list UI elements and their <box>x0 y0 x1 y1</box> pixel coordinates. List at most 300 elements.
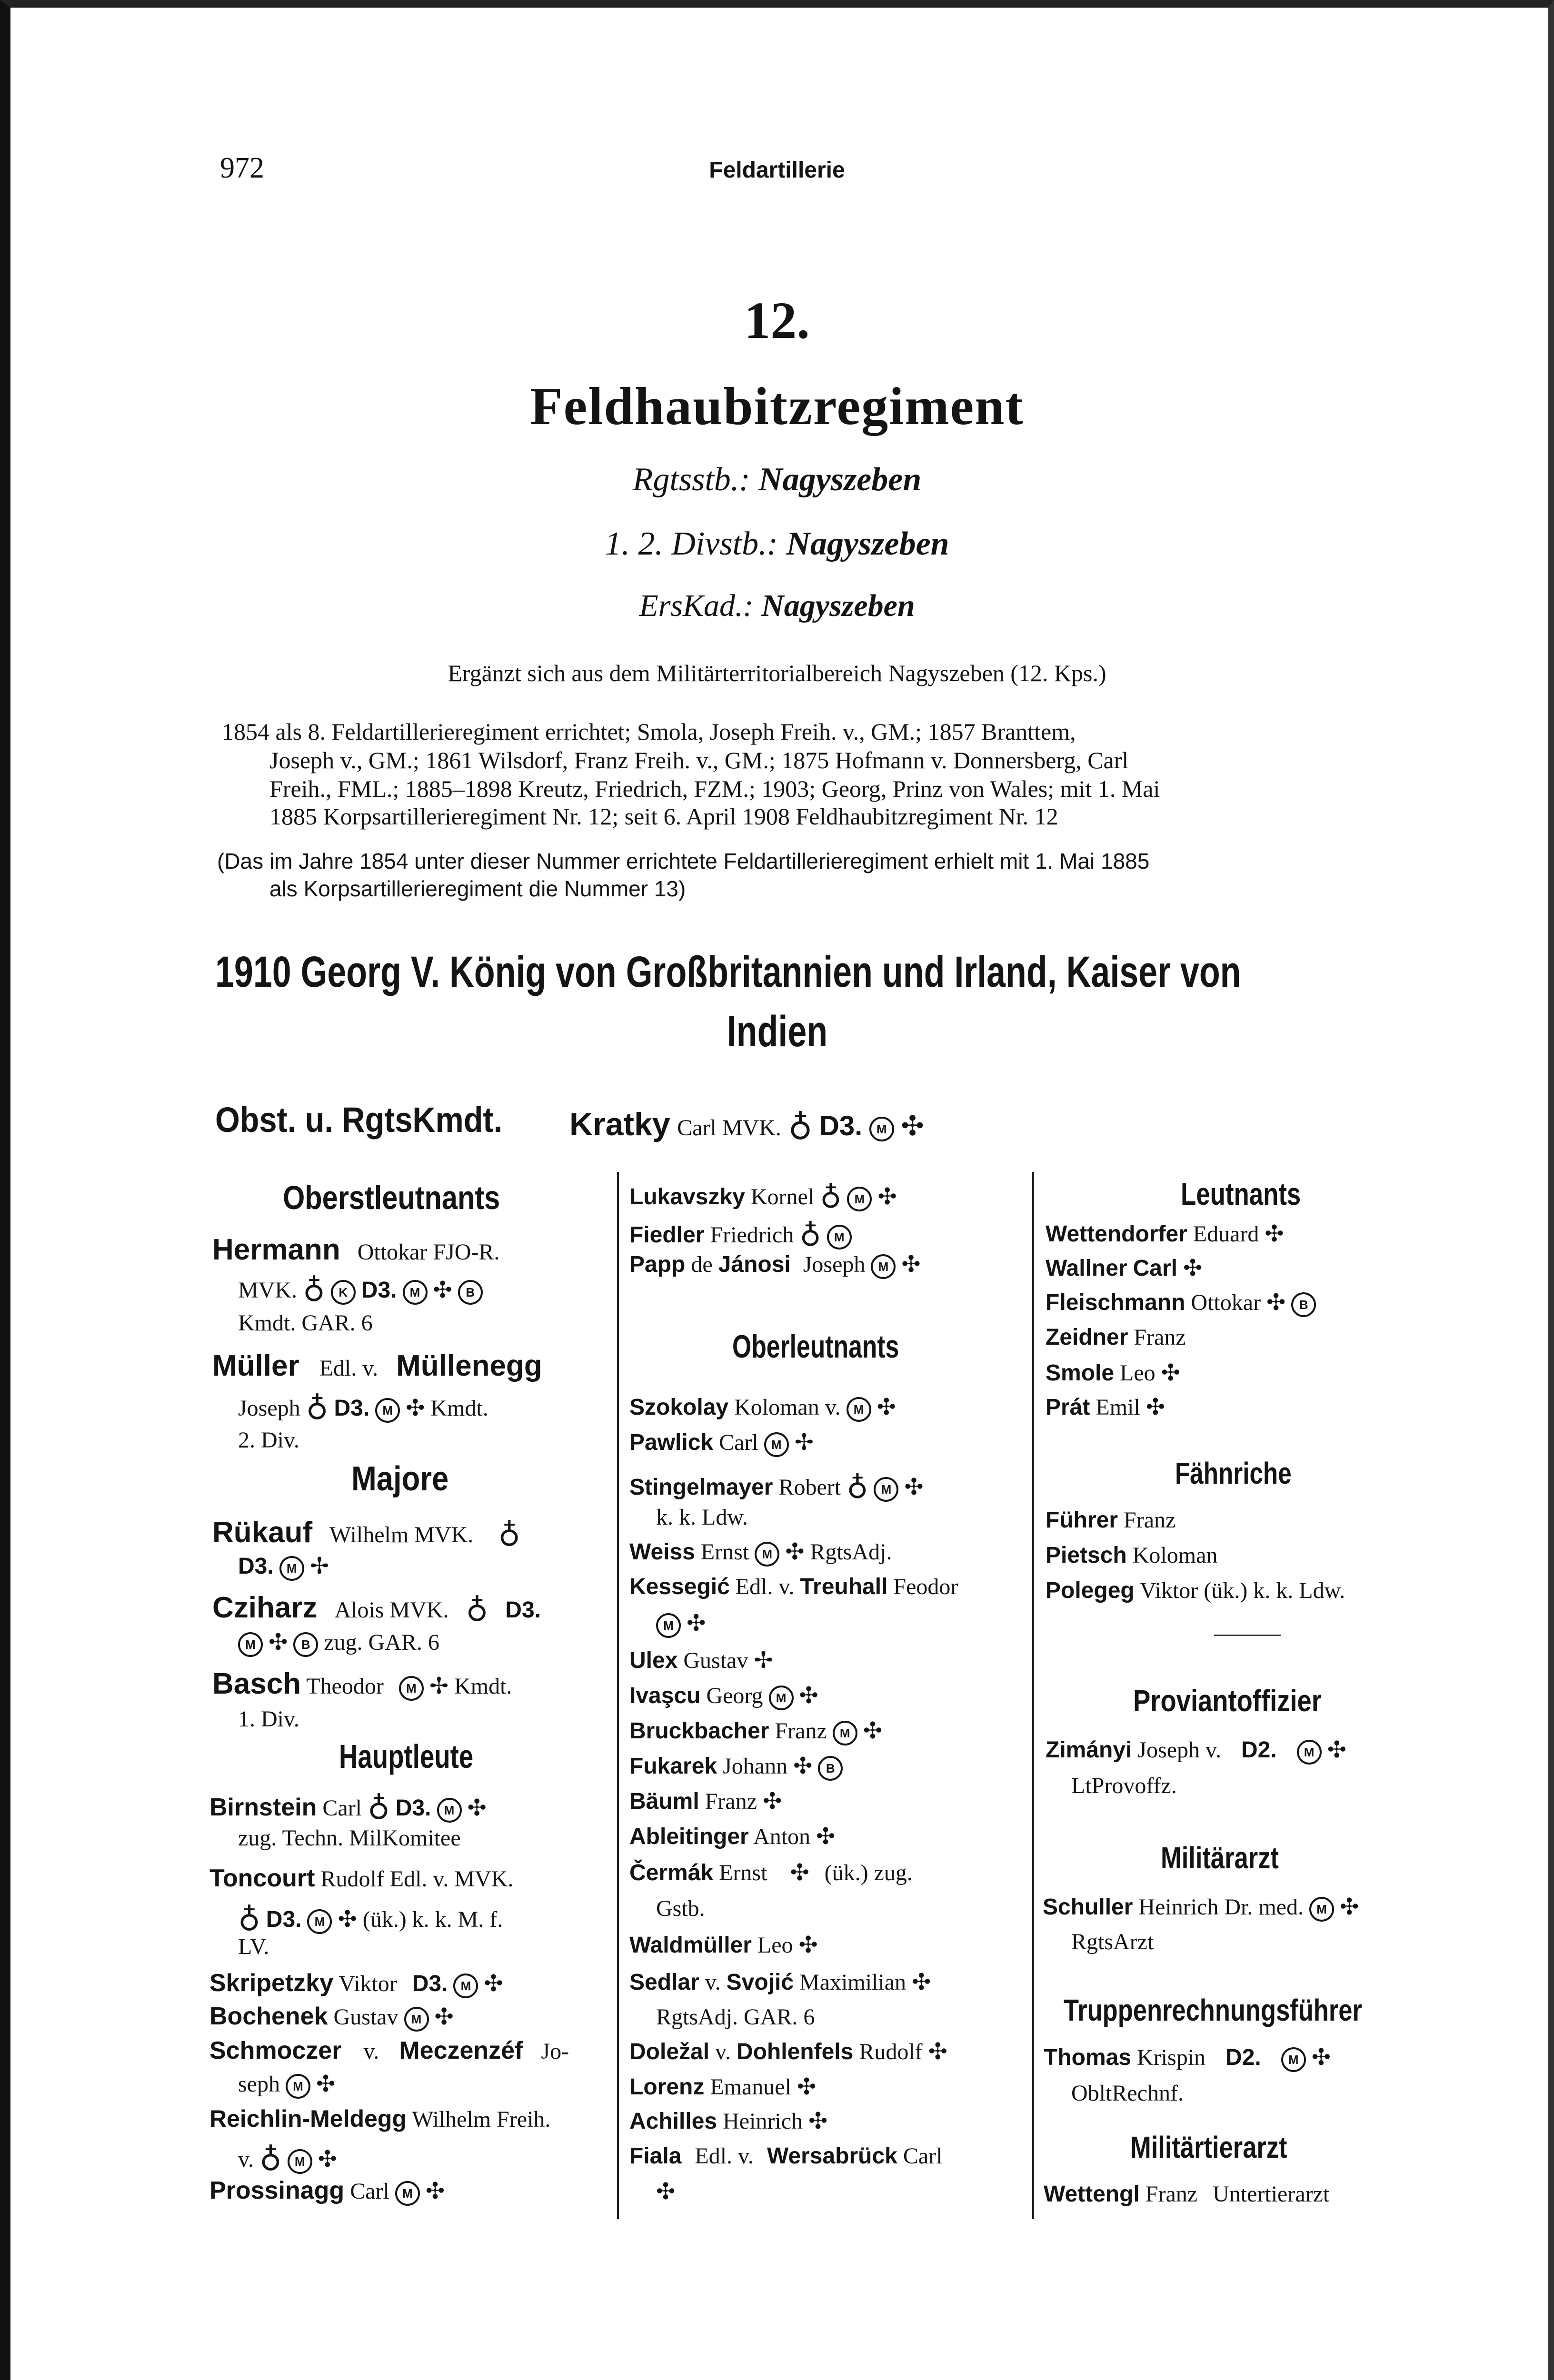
cross-icon: ✣ <box>763 1788 782 1815</box>
cross-icon: ✣ <box>1327 1736 1346 1763</box>
cross-icon: ✣ <box>269 1629 288 1656</box>
detail-fuehrer-1: Franz <box>1124 1507 1176 1533</box>
cross-icon: ✢ <box>309 1553 329 1579</box>
cross-icon: ✣ <box>434 2003 454 2030</box>
detail-basch-1: Theodor <box>306 1674 384 1699</box>
detail-polegeg-1: Viktor (ük.) k. k. Ldw. <box>1139 1578 1345 1603</box>
detail-fiala-1: Carl <box>903 2143 943 2169</box>
name-ciharz: Cziharz <box>212 1591 318 1624</box>
medal-m-icon: M <box>288 2149 312 2174</box>
cross-icon: ✣ <box>877 1394 896 1420</box>
heading-proviant-text: Proviantoffizier <box>1133 1684 1322 1718</box>
entry-kessegic-2 <box>656 1610 706 1638</box>
staff-line-2 <box>0 525 1554 563</box>
decoration-icon: ♁ <box>847 1469 868 1501</box>
detail-prossinagg-1: Carl <box>350 2179 389 2204</box>
owner-line-1-text: 1910 Georg V. König von Großbritannien und Irland, Kaiser von <box>215 948 1241 996</box>
cross-icon: ✣ <box>1265 1220 1284 1247</box>
entry-stingelmayer <box>629 1467 924 1502</box>
cross-icon: ✣ <box>1161 1359 1180 1386</box>
cross-icon: ✣ <box>877 1183 897 1210</box>
medal-m-icon: M <box>827 1225 852 1250</box>
detail-skripetzky-1: Viktor <box>339 1971 397 1996</box>
medal-m-icon: M <box>437 1798 462 1823</box>
name-zimanyi: Zimányi <box>1046 1737 1132 1763</box>
entry-polegeg <box>1046 1577 1345 1604</box>
medal-m-icon: M <box>375 1398 400 1423</box>
name-reichlin: Reichlin-Meldegg <box>209 2105 407 2132</box>
cross-icon: ✣ <box>901 1110 924 1142</box>
name-svojic: Svojić <box>726 1970 794 1995</box>
name-wersabrueck: Wersabrück <box>767 2143 897 2169</box>
medal-m-icon: M <box>847 1187 872 1211</box>
entry-mueller-3: 2. Div. <box>238 1428 299 1453</box>
entry-toncourt-3: LV. <box>238 1934 269 1959</box>
medal-m-icon: M <box>764 1432 789 1457</box>
detail-schmoczer-mid: v. <box>363 2039 379 2064</box>
entry-cermak <box>629 1859 913 1886</box>
cross-icon: ✣ <box>1146 1394 1165 1420</box>
detail-hermann-1: Ottokar FJO-R. <box>357 1240 500 1265</box>
column-rule-left <box>617 1172 619 2219</box>
entry-schuller <box>1043 1894 1359 1922</box>
detail-wettengl-1: Franz Untertierarzt <box>1145 2182 1330 2207</box>
heading-leutnants-text: Leutnants <box>1181 1176 1301 1211</box>
detail-lorenz-1: Emanuel <box>710 2074 791 2100</box>
name-kessegic: Kessegić <box>629 1574 730 1599</box>
decoration-icon: ♁ <box>799 1217 821 1249</box>
entry-ivascu <box>629 1682 818 1710</box>
entry-stingelmayer-2: k. k. Ldw. <box>656 1505 748 1530</box>
detail-papp-1: Joseph <box>803 1252 866 1277</box>
detail-dolezal-mid: v. <box>715 2039 731 2064</box>
entry-birnstein-2: zug. Techn. MilKomitee <box>238 1825 461 1851</box>
detail-bruckbacher-1: Franz <box>775 1718 827 1744</box>
name-weiss: Weiss <box>629 1539 695 1565</box>
name-prossinagg: Prossinagg <box>209 2177 345 2204</box>
cross-icon: ✢ <box>794 1429 814 1456</box>
medal-m-icon: M <box>1309 1897 1334 1922</box>
cross-icon: ✣ <box>687 1610 706 1636</box>
name-sedlar: Sedlar <box>629 1970 699 1995</box>
entry-pietsch <box>1046 1542 1217 1568</box>
cross-icon: ✣ <box>928 2038 947 2065</box>
detail-kessegic-1: Feodor <box>893 1574 958 1599</box>
entry-pawlick <box>629 1429 814 1457</box>
detail-reichlin-2: v. <box>238 2147 254 2172</box>
detail-ruekauf-1: Wilhelm MVK. <box>329 1522 474 1547</box>
detail-fukarek-1: Johann <box>723 1754 788 1779</box>
medal-m-icon: M <box>404 2007 429 2032</box>
owner-line-2 <box>0 1007 1554 1057</box>
d-zimanyi: D2. <box>1241 1737 1277 1763</box>
medal-b-icon: B <box>818 1756 843 1781</box>
d-ciharz: D3. <box>505 1597 541 1623</box>
name-ruekauf: Rükauf <box>212 1516 313 1549</box>
entry-kessegic <box>629 1574 958 1600</box>
heading-tierarzt <box>1130 2130 1322 2165</box>
detail-cermak-2: (ük.) zug. <box>824 1860 913 1885</box>
heading-faehnriche <box>1175 1456 1321 1491</box>
detail-mueller-mid: Edl. v. <box>319 1356 379 1381</box>
detail-achilles-1: Heinrich <box>723 2109 803 2134</box>
cross-icon: ✣ <box>484 1970 503 1997</box>
name-polegeg: Polegeg <box>1046 1578 1135 1603</box>
detail-schmoczer-2: seph <box>238 2072 280 2097</box>
detail-lukavszky-1: Kornel <box>750 1184 815 1210</box>
name-thomas: Thomas <box>1044 2045 1132 2070</box>
name-treuhall: Treuhall <box>800 1574 888 1599</box>
heading-proviant <box>1133 1683 1355 1718</box>
staff-line-3 <box>0 588 1554 624</box>
entry-fuehrer <box>1046 1507 1175 1533</box>
entry-smole <box>1046 1359 1180 1386</box>
d-hermann: D3. <box>361 1278 397 1303</box>
medal-m-icon: M <box>874 1477 898 1502</box>
staff-label-1: Rgtsstb.: <box>632 461 750 498</box>
cross-icon: ✣ <box>785 1538 805 1565</box>
entry-sedlar <box>629 1969 931 1995</box>
heading-oberleutnants <box>732 1328 952 1365</box>
detail-ciharz-1: Alois MVK. <box>334 1597 449 1623</box>
cross-icon: ✣ <box>901 1251 921 1278</box>
name-ivascu: Ivaşcu <box>629 1683 701 1708</box>
column-rule-right <box>1032 1172 1034 2219</box>
section-divider <box>1214 1635 1281 1636</box>
decoration-icon: ♁ <box>259 2140 282 2173</box>
cross-icon: ✣ <box>316 2071 336 2097</box>
name-mueller: Müller <box>212 1349 299 1382</box>
name-bochenek: Bochenek <box>209 2003 328 2030</box>
detail-mueller-2: Joseph <box>238 1396 300 1421</box>
name-cermak: Čermák <box>629 1860 714 1885</box>
cross-icon: ✣ <box>338 1906 357 1933</box>
entry-zimanyi <box>1046 1736 1346 1765</box>
detail-schmoczer-1: Jo- <box>541 2039 569 2064</box>
entry-baeuml <box>629 1788 782 1815</box>
detail-weiss-adj: RgtsAdj. <box>810 1539 892 1565</box>
name-achilles: Achilles <box>629 2109 717 2134</box>
entry-basch <box>212 1667 512 1701</box>
medal-m-icon: M <box>453 1973 478 1998</box>
heading-tierarzt-text: Militärtierarzt <box>1130 2130 1287 2164</box>
staff-label-3: ErsKad.: <box>639 588 754 623</box>
detail-waldmueller-1: Leo <box>757 1933 793 1958</box>
decoration-icon: ♁ <box>820 1179 842 1211</box>
entry-ableitinger <box>629 1823 835 1850</box>
entry-reichlin <box>209 2105 550 2132</box>
heading-militaerarzt <box>1161 1840 1305 1875</box>
cross-icon: ✣ <box>406 1395 425 1421</box>
history-note-line-2: als Korpsartillerieregiment die Nummer 13) <box>269 876 686 901</box>
name-wettendorfer: Wettendorfer <box>1046 1221 1187 1247</box>
name-fuehrer: Führer <box>1046 1507 1118 1533</box>
heading-truppen-text: Truppenrechnungsführer <box>1064 1993 1362 2027</box>
staff-value-1: Nagyszeben <box>758 461 922 498</box>
cross-icon: ✣ <box>1266 1289 1286 1316</box>
cross-icon: ✣ <box>808 2108 828 2134</box>
medal-b-icon: B <box>1291 1292 1316 1317</box>
detail-toncourt-2: (ük.) k. k. M. f. <box>362 1907 503 1932</box>
d-birnstein: D3. <box>395 1795 431 1821</box>
detail-sedlar-mid: v. <box>705 1970 721 1995</box>
name-prat: Prát <box>1046 1395 1090 1420</box>
entry-fleischmann <box>1046 1289 1316 1317</box>
name-wettengl: Wettengl <box>1044 2182 1140 2207</box>
name-dolezal: Doležal <box>629 2039 710 2064</box>
name-szokolay: Szokolay <box>629 1395 729 1420</box>
medal-m-icon: M <box>833 1721 857 1745</box>
detail-wallner-1: Carl <box>1133 1256 1177 1281</box>
regiment-number: 12. <box>744 291 810 349</box>
entry-birnstein <box>209 1788 487 1823</box>
cross-icon: ✣ <box>798 1932 818 1958</box>
commander-entry <box>569 1104 924 1144</box>
detail-mueller-kmdt: Kmdt. <box>430 1396 488 1421</box>
cross-icon: ✣ <box>863 1717 882 1744</box>
detail-schuller-1: Heinrich Dr. med. <box>1138 1894 1304 1920</box>
name-dohlenfels: Dohlenfels <box>736 2039 854 2064</box>
decoration-icon: ♁ <box>303 1270 325 1304</box>
heading-hauptleute-text: Hauptleute <box>339 1738 474 1775</box>
name-zeidner: Zeidner <box>1046 1325 1128 1350</box>
detail-szokolay-1: Koloman v. <box>734 1395 841 1420</box>
cross-icon: ✣ <box>433 1277 452 1303</box>
detail-fiedler-1: Friedrich <box>710 1222 794 1248</box>
decoration-icon: ♁ <box>788 1106 813 1143</box>
entry-skripetzky <box>209 1969 503 1998</box>
medal-m-icon: M <box>755 1542 779 1567</box>
heading-truppen <box>1064 1993 1428 2028</box>
cross-icon: ✣ <box>1339 1894 1359 1920</box>
cross-icon: ✣ <box>790 1859 809 1886</box>
cross-icon: ✣ <box>793 1753 813 1779</box>
detail-ivascu-1: Georg <box>706 1683 763 1708</box>
name-stingelmayer: Stingelmayer <box>629 1475 773 1500</box>
heading-majore <box>351 1459 462 1498</box>
detail-fleischmann-1: Ottokar <box>1191 1290 1261 1315</box>
cross-icon: ✢ <box>429 1673 449 1699</box>
cross-icon: ✣ <box>799 1682 818 1709</box>
medal-m-icon: M <box>871 1254 896 1279</box>
name-pawlick: Pawlick <box>629 1430 714 1455</box>
detail-thomas-1: Krispin <box>1137 2045 1206 2070</box>
name-meczenzef: Meczenzéf <box>399 2037 523 2064</box>
entry-fiedler <box>629 1215 852 1250</box>
entry-ulex <box>629 1647 773 1674</box>
page-number: 972 <box>220 152 264 184</box>
history-line-3: Freih., FML.; 1885–1898 Kreutz, Friedrich, FZM.; 1903; Georg, Prinz von Wales; mit 1. Mai <box>269 775 1160 802</box>
detail-ciharz-2: zug. GAR. 6 <box>324 1630 439 1655</box>
detail-baeuml-1: Franz <box>705 1789 757 1814</box>
commander-d: D3. <box>819 1111 863 1141</box>
name-ableitinger: Ableitinger <box>629 1824 749 1849</box>
medal-m-icon: M <box>307 1909 332 1934</box>
name-basch: Basch <box>212 1667 301 1700</box>
detail-smole-1: Leo <box>1120 1360 1156 1386</box>
entry-thomas-2: ObltRechnf. <box>1071 2081 1184 2106</box>
recruitment-line: Ergänzt sich aus dem Militärterritorialbereich Nagyszeben (12. Kps.) <box>448 660 1106 686</box>
medal-m-icon: M <box>279 1556 304 1581</box>
medal-m-icon: M <box>399 1676 424 1701</box>
cross-icon: ✣ <box>318 2146 337 2172</box>
commander-rank-text: Obst. u. RgtsKmdt. <box>215 1100 503 1140</box>
entry-prossinagg <box>209 2176 445 2206</box>
entry-wettendorfer <box>1046 1220 1284 1247</box>
staff-value-2: Nagyszeben <box>786 526 949 562</box>
entry-sedlar-2: RgtsAdj. GAR. 6 <box>656 2004 815 2030</box>
staff-label-2: 1. 2. Divstb.: <box>605 526 778 562</box>
entry-schmoczer <box>209 2036 569 2065</box>
detail-birnstein-1: Carl <box>322 1795 362 1821</box>
detail-sedlar-1: Maximilian <box>799 1970 906 1995</box>
decoration-icon: ♁ <box>498 1515 520 1549</box>
detail-hermann-2: MVK. <box>238 1278 298 1303</box>
detail-wettendorfer-1: Eduard <box>1193 1221 1259 1247</box>
regiment-name: Feldhaubitzregiment <box>530 377 1024 436</box>
name-baeuml: Bäuml <box>629 1789 699 1814</box>
d-ruekauf: D3. <box>238 1554 274 1579</box>
medal-m-icon: M <box>1281 2047 1306 2072</box>
cross-icon: ✣ <box>904 1474 924 1500</box>
history-line-4: 1885 Korpsartillerieregiment Nr. 12; seit 6. April 1908 Feldhaubitzregiment Nr. 12 <box>269 803 1058 830</box>
cross-icon: ✣ <box>467 1795 487 1821</box>
name-janosi: Jánosi <box>718 1252 791 1277</box>
cross-icon: ✣ <box>912 1969 931 1995</box>
entry-schuller-2: RgtsArzt <box>1071 1929 1154 1954</box>
entry-ruekauf-2 <box>238 1553 329 1581</box>
entry-fiala <box>629 2143 943 2169</box>
name-waldmueller: Waldmüller <box>629 1933 752 1958</box>
name-schuller: Schuller <box>1043 1894 1133 1920</box>
history-line-2: Joseph v., GM.; 1861 Wilsdorf, Franz Freih. v., GM.; 1875 Hofmann v. Donnersberg, Carl <box>269 747 1129 774</box>
medal-m-icon: M <box>769 1686 794 1710</box>
medal-b-icon: B <box>293 1632 318 1657</box>
entry-wettengl <box>1044 2181 1329 2207</box>
history-line-1: 1854 als 8. Feldartillerieregiment errichtet; Smola, Joseph Freih. v., GM.; 1857 Branttem, <box>222 718 1076 745</box>
entry-mueller <box>212 1349 542 1383</box>
medal-m-icon: M <box>847 1397 871 1422</box>
name-hermann: Hermann <box>212 1233 340 1266</box>
detail-bochenek-1: Gustav <box>333 2004 398 2030</box>
entry-basch-2: 1. Div. <box>238 1706 299 1732</box>
name-smole: Smole <box>1046 1360 1115 1386</box>
name-skripetzky: Skripetzky <box>209 1969 334 1997</box>
entry-mueller-2 <box>238 1388 488 1423</box>
medal-m-icon: M <box>869 1117 894 1141</box>
d-toncourt: D3. <box>266 1907 302 1932</box>
entry-szokolay <box>629 1394 896 1422</box>
entry-wallner <box>1046 1255 1202 1281</box>
d-skripetzky: D3. <box>412 1971 448 1996</box>
name-schmoczer: Schmoczer <box>209 2037 342 2064</box>
entry-ciharz-2 <box>238 1629 439 1657</box>
medal-m-icon: M <box>403 1280 428 1305</box>
detail-prat-1: Emil <box>1096 1395 1140 1420</box>
detail-zimanyi-1: Joseph v. <box>1137 1737 1221 1763</box>
heading-hauptleute <box>339 1737 511 1775</box>
name-muellenegg: Müllenegg <box>396 1349 542 1382</box>
name-bruckbacher: Bruckbacher <box>629 1718 769 1744</box>
name-lorenz: Lorenz <box>629 2074 705 2100</box>
medal-m-icon: M <box>238 1632 263 1657</box>
entry-bochenek <box>209 2002 454 2032</box>
heading-oberstleutnants <box>283 1179 538 1217</box>
heading-majore-text: Majore <box>351 1460 449 1498</box>
medal-m-icon: M <box>395 2181 420 2206</box>
entry-bruckbacher <box>629 1717 882 1745</box>
detail-cermak-1: Ernst <box>719 1860 767 1885</box>
running-title: Feldartillerie <box>709 158 845 183</box>
commander-rank <box>215 1100 534 1140</box>
cross-icon: ✣ <box>425 2178 445 2204</box>
history-note-line-1: (Das im Jahre 1854 unter dieser Nummer errichtete Feldartillerieregiment erhielt mit 1. Mai 1885 <box>217 849 1150 873</box>
staff-line-1 <box>0 461 1554 499</box>
name-fleischmann: Fleischmann <box>1046 1290 1185 1315</box>
entry-lorenz <box>629 2073 816 2100</box>
entry-reichlin-2 <box>238 2139 337 2174</box>
name-fiedler: Fiedler <box>629 1222 705 1248</box>
cross-icon: ✣ <box>1183 1255 1203 1281</box>
cross-icon: ✣ <box>797 2073 817 2100</box>
d-thomas: D2. <box>1225 2045 1261 2070</box>
detail-pietsch-1: Koloman <box>1132 1543 1218 1568</box>
detail-kessegic-mid: Edl. v. <box>735 1574 795 1599</box>
entry-fukarek <box>629 1753 843 1781</box>
commander-details: Carl MVK. <box>677 1115 781 1140</box>
entry-toncourt-2 <box>238 1899 503 1934</box>
heading-faehnriche-text: Fähnriche <box>1175 1456 1292 1490</box>
detail-toncourt-1: Rudolf Edl. v. MVK. <box>320 1866 514 1892</box>
entry-schmoczer-2 <box>238 2071 335 2099</box>
detail-dolezal-1: Rudolf <box>859 2039 923 2064</box>
decoration-icon: ♁ <box>238 1900 260 1934</box>
entry-cermak-2: Gstb. <box>656 1896 705 1921</box>
entry-fiala-2 <box>656 2178 675 2205</box>
name-pietsch: Pietsch <box>1046 1543 1127 1568</box>
entry-zeidner <box>1046 1324 1186 1350</box>
entry-weiss <box>629 1538 892 1567</box>
cross-icon: ✣ <box>1311 2044 1331 2071</box>
detail-fiala-mid: Edl. v. <box>695 2143 754 2169</box>
heading-militaerarzt-text: Militärarzt <box>1161 1841 1279 1875</box>
entry-ciharz <box>212 1590 541 1625</box>
cross-icon: ✣ <box>656 2178 676 2205</box>
entry-toncourt <box>209 1864 513 1893</box>
owner-line-2-text: Indien <box>727 1007 827 1056</box>
detail-stingelmayer-1: Robert <box>778 1475 841 1500</box>
name-papp: Papp <box>629 1252 686 1277</box>
medal-m-icon: M <box>656 1613 681 1638</box>
medal-k-icon: K <box>331 1280 356 1305</box>
entry-zimanyi-2: LtProvoffz. <box>1071 1773 1177 1798</box>
entry-dolezal <box>629 2038 947 2065</box>
detail-papp-mid: de <box>691 1252 713 1277</box>
name-fiala: Fiala <box>629 2143 682 2169</box>
detail-weiss-1: Ernst <box>700 1539 749 1565</box>
entry-hermann-3: Kmdt. GAR. 6 <box>238 1310 373 1336</box>
decoration-icon: ♁ <box>306 1388 329 1422</box>
entry-prat <box>1046 1394 1165 1420</box>
entry-lukavszky <box>629 1177 897 1212</box>
entry-achilles <box>629 2108 827 2134</box>
entry-hermann <box>212 1233 499 1267</box>
heading-oberleutnants-text: Oberleutnants <box>732 1329 899 1365</box>
name-ulex: Ulex <box>629 1648 678 1673</box>
entry-papp <box>629 1251 921 1279</box>
name-lukavszky: Lukavszky <box>629 1184 745 1210</box>
heading-leutnants <box>1181 1176 1331 1212</box>
